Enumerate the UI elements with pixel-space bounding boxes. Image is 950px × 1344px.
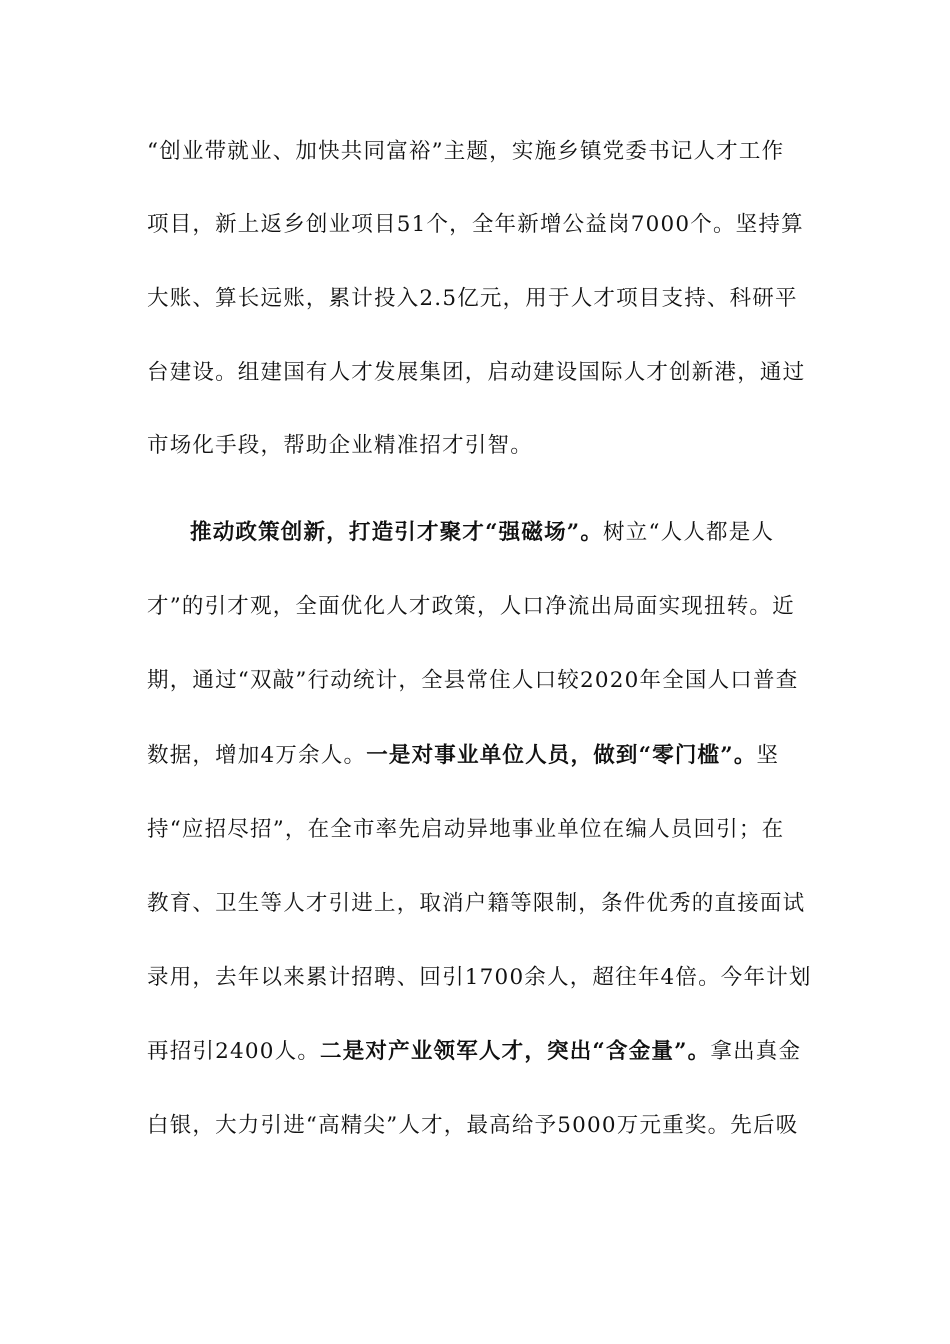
bold-point-one: 一是对事业单位人员，做到“零门槛”。	[366, 743, 757, 768]
bold-heading: 推动政策创新，打造引才聚才“强磁场”。	[190, 520, 604, 545]
text-segment: 录用，去年以来累计招聘、回引1700余人，超往年4倍。今年计划	[147, 965, 812, 990]
text-segment: 项目，新上返乡创业项目51个，全年新增公益岗7000个。坚持算	[147, 212, 804, 237]
text-segment: 大账、算长远账，累计投入2.5亿元，用于人才项目支持、科研平	[147, 286, 798, 311]
text-line	[147, 210, 804, 240]
text-line	[147, 431, 533, 461]
text-segment: 持“应招尽招”，在全市率先启动异地事业单位在编人员回引；在	[147, 817, 785, 842]
bold-point-two: 二是对产业领军人才，突出“含金量”。	[320, 1039, 711, 1064]
text-segment: “创业带就业、加快共同富裕”主题，实施乡镇党委书记人才工作	[147, 139, 785, 164]
text-segment: 市场化手段，帮助企业精准招才引智。	[147, 433, 533, 458]
text-line	[147, 1037, 801, 1067]
text-line	[147, 889, 805, 919]
text-line	[147, 666, 798, 696]
text-line	[147, 137, 784, 167]
text-segment: 再招引2400人。	[147, 1039, 321, 1064]
text-line	[147, 284, 798, 314]
text-segment: 期，通过“双敲”行动统计，全县常住人口较2020年全国人口普查	[147, 668, 799, 693]
text-segment: 数据，增加4万余人。	[147, 743, 367, 768]
text-line	[147, 358, 805, 388]
text-segment: 树立“人人都是人	[603, 520, 775, 545]
text-segment: 才”的引才观，全面优化人才政策，人口净流出局面实现扭转。近	[147, 594, 795, 619]
text-line	[147, 815, 784, 845]
text-segment: 坚	[756, 743, 780, 768]
text-segment: 教育、卫生等人才引进上，取消户籍等限制，条件优秀的直接面试	[147, 891, 806, 916]
text-line	[147, 963, 812, 993]
text-segment: 拿出真金	[710, 1039, 802, 1064]
text-line	[147, 592, 795, 622]
text-segment: 白银，大力引进“高精尖”人才，最高给予5000万元重奖。先后吸	[147, 1113, 799, 1138]
text-segment: 台建设。组建国有人才发展集团，启动建设国际人才创新港，通过	[147, 360, 806, 385]
text-line	[147, 741, 779, 771]
paragraph-heading-line	[190, 518, 774, 548]
text-line	[147, 1111, 798, 1141]
